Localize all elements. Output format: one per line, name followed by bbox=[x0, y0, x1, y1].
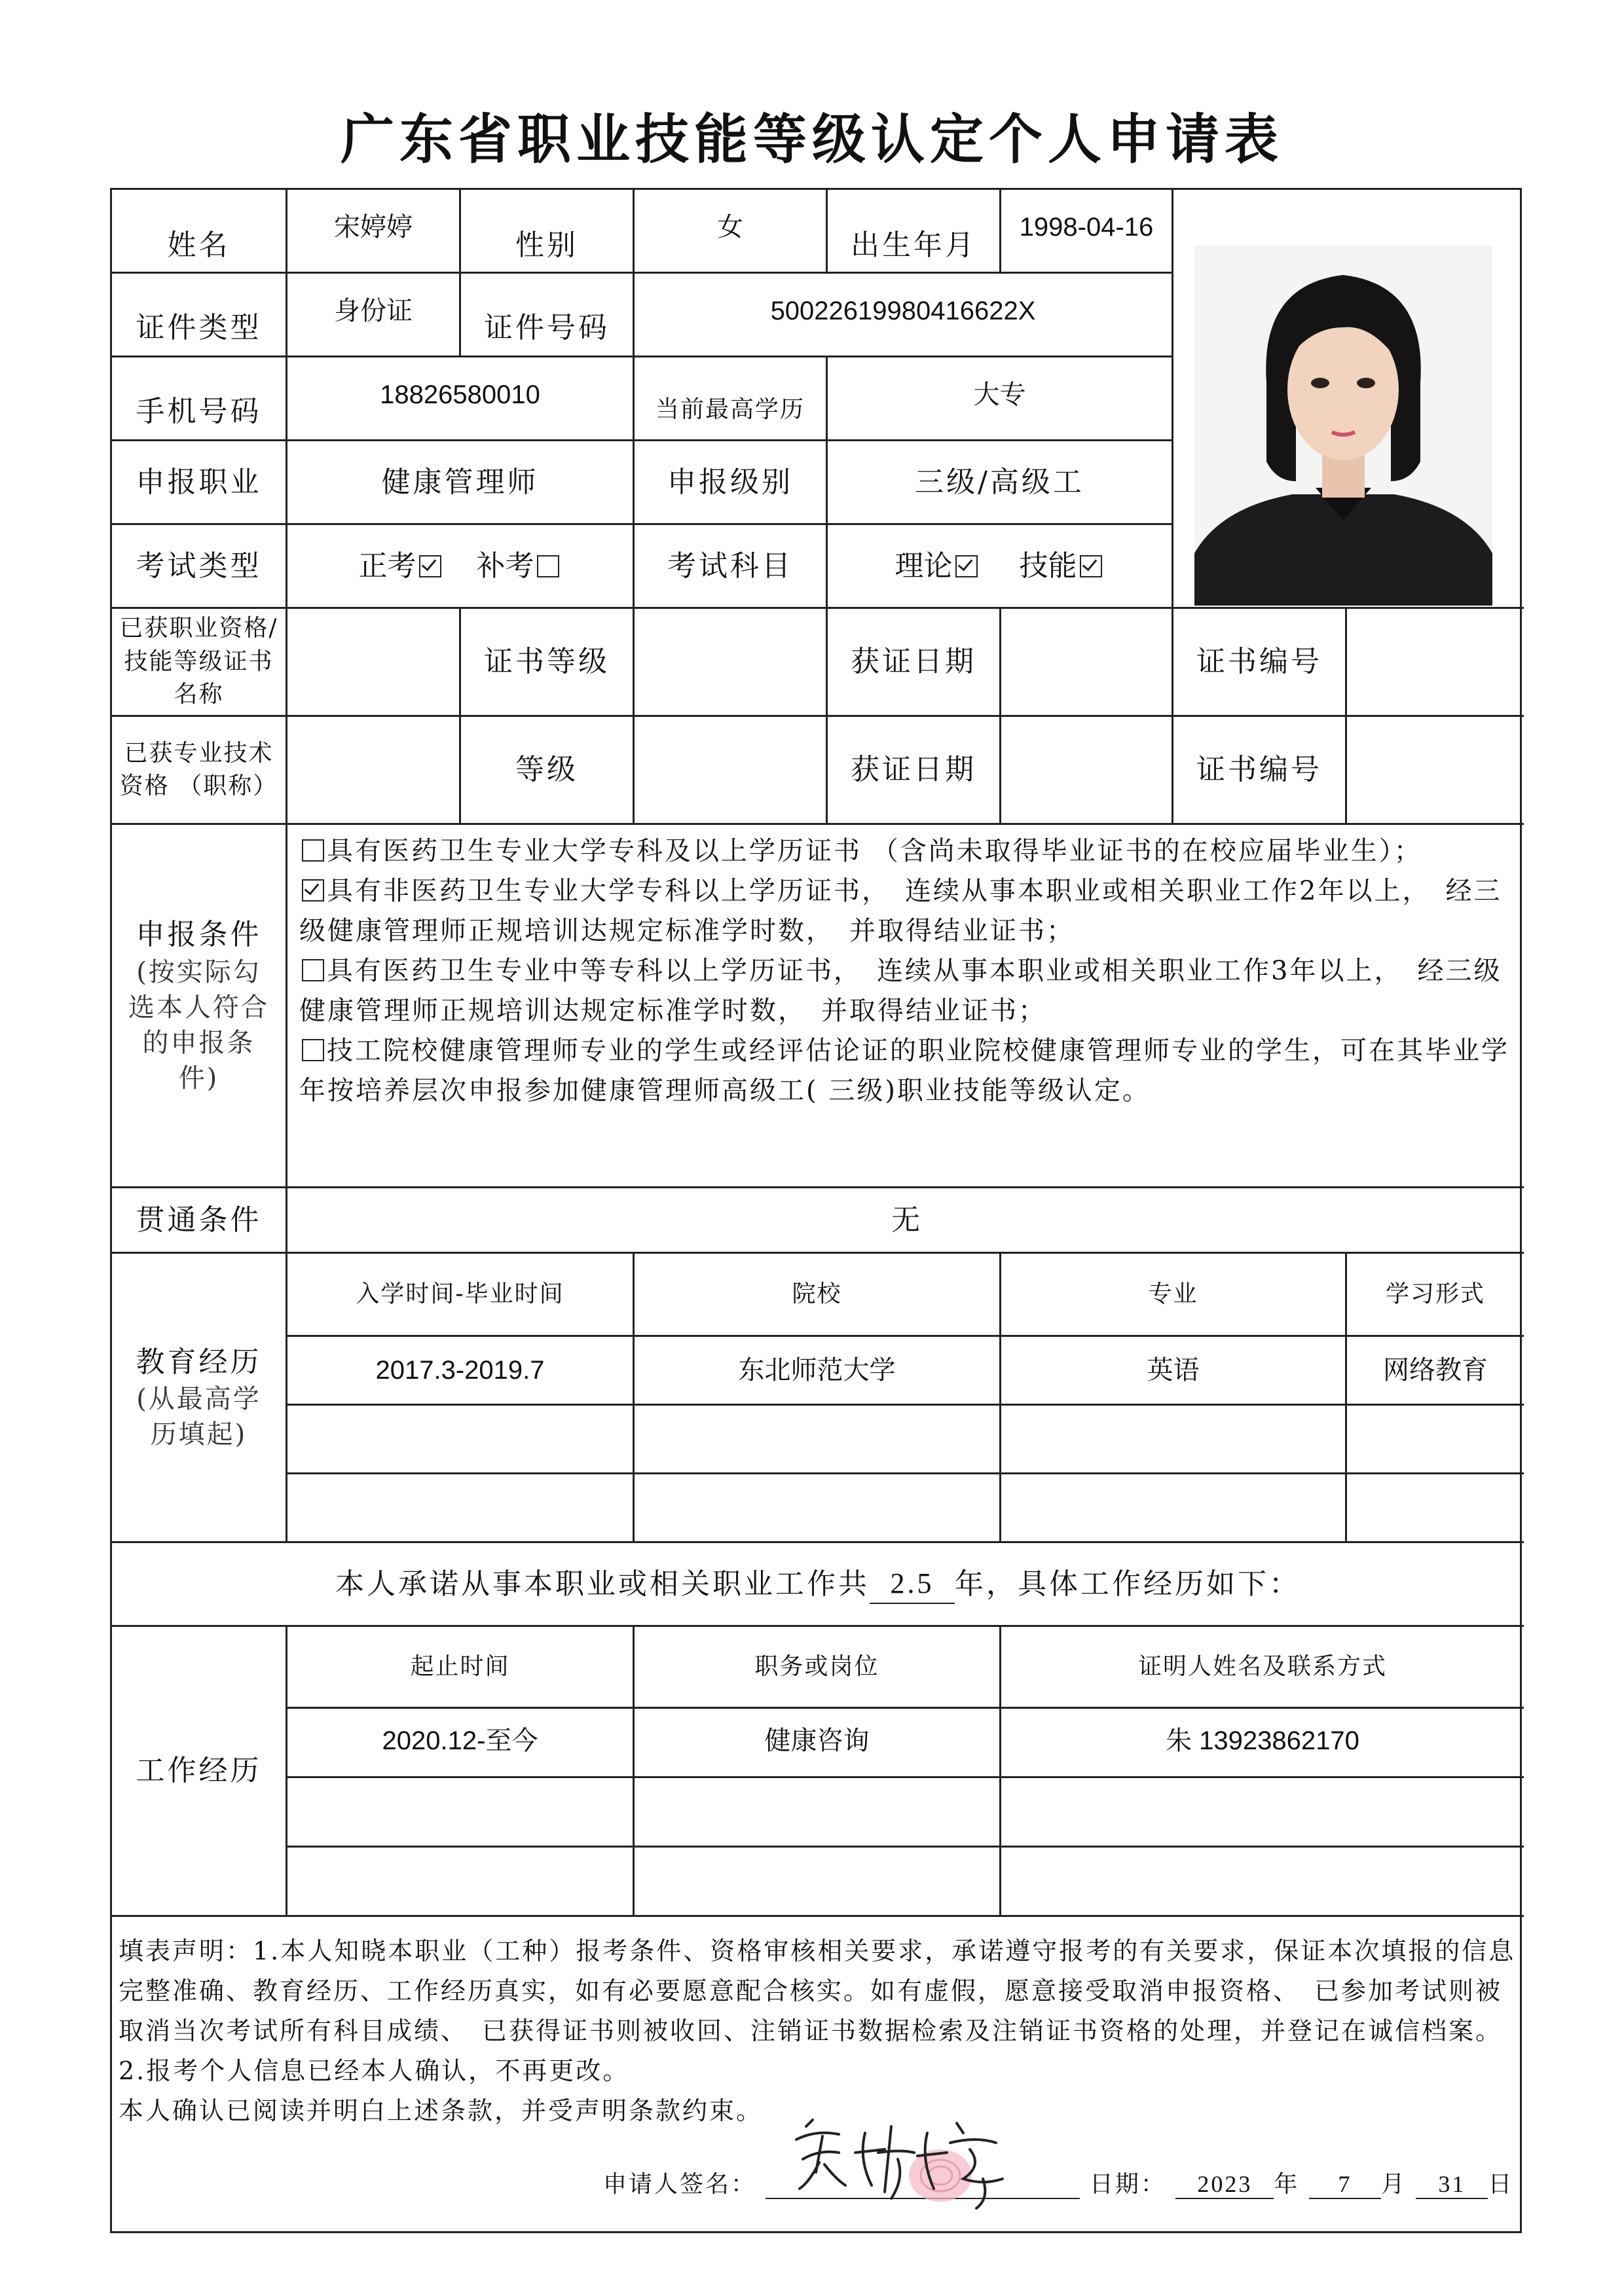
phone-value[interactable]: 18826580010 bbox=[287, 357, 635, 441]
exam-type-options bbox=[287, 525, 635, 609]
title-number-value[interactable] bbox=[1347, 717, 1524, 825]
condition-checkbox-1[interactable] bbox=[302, 839, 324, 862]
work-label: 工作经历 bbox=[112, 1627, 287, 1917]
qualification-cert-label: 已获职业资格/技能等级证书名称 bbox=[112, 609, 287, 717]
table-cell[interactable]: 网络教育 bbox=[1347, 1337, 1524, 1406]
conditions-hint: (按实际勾选本人符合的申报条件) bbox=[128, 957, 269, 1093]
education-header-period: 入学时间-毕业时间 bbox=[287, 1254, 635, 1337]
table-cell[interactable] bbox=[1001, 1848, 1524, 1917]
table-cell[interactable] bbox=[287, 1406, 635, 1474]
exam-makeup-option[interactable] bbox=[477, 547, 562, 585]
table-cell[interactable] bbox=[635, 1778, 1001, 1848]
date-month[interactable]: 7 bbox=[1309, 2170, 1381, 2199]
table-cell[interactable] bbox=[635, 1848, 1001, 1917]
skill-label: 技能 bbox=[1019, 549, 1077, 583]
title-grade-label: 等级 bbox=[461, 717, 635, 825]
exam-makeup-checkbox[interactable] bbox=[537, 555, 559, 577]
declaration-text: 填表声明：1.本人知晓本职业（工种）报考条件、资格审核相关要求，承诺遵守报考的有关要求，保证本次填报的信息完整准确、教育经历、工作经历真实，如有必要愿意配合核实。如有虚假，愿意接受取消申报资格、 已参加考试则被取消当次考试所有科目成绩、 已获得证书则被收回、注销证书数据检索及注销证书资格的处理，并登记在诚信档案。2.报考个人信息已经本人确认，不再更改。 bbox=[119, 1937, 1516, 2085]
table-cell[interactable] bbox=[1347, 1406, 1524, 1474]
declaration-confirm: 本人确认已阅读并明白上述条款，并受声明条款约束。 bbox=[119, 2096, 764, 2125]
skill-checkbox[interactable] bbox=[1080, 555, 1102, 577]
table-cell[interactable]: 东北师范大学 bbox=[635, 1337, 1001, 1406]
education-hint: (从最高学历填起) bbox=[136, 1384, 261, 1450]
professional-title-value[interactable] bbox=[287, 717, 461, 825]
date-day[interactable]: 31 bbox=[1416, 2170, 1488, 2199]
table-cell[interactable]: 2017.3-2019.7 bbox=[287, 1337, 635, 1406]
table-cell[interactable]: 英语 bbox=[1001, 1337, 1347, 1406]
table-cell[interactable] bbox=[1001, 1778, 1524, 1848]
birth-value[interactable]: 1998-04-16 bbox=[1001, 190, 1173, 274]
work-header-witness: 证明人姓名及联系方式 bbox=[1001, 1627, 1524, 1709]
condition-checkbox-4[interactable] bbox=[302, 1039, 324, 1061]
title-date-value[interactable] bbox=[1001, 717, 1173, 825]
theory-label: 理论 bbox=[895, 549, 953, 583]
declaration-text-block bbox=[112, 1917, 1524, 2145]
exam-normal-label: 正考 bbox=[358, 549, 416, 583]
condition-item[interactable] bbox=[299, 1031, 1512, 1111]
promise-suffix: 年，具体工作经历如下： bbox=[955, 1567, 1301, 1601]
table-cell[interactable]: 朱 13923862170 bbox=[1001, 1709, 1524, 1778]
cert-grade-value[interactable] bbox=[635, 609, 828, 717]
name-value[interactable]: 宋婷婷 bbox=[287, 190, 461, 274]
work-years-promise bbox=[112, 1543, 1524, 1627]
education-label-cell bbox=[112, 1254, 287, 1543]
education-label: 教育经历 bbox=[136, 1345, 262, 1379]
table-cell[interactable] bbox=[1347, 1474, 1524, 1543]
condition-item[interactable] bbox=[299, 871, 1512, 951]
theory-option[interactable] bbox=[895, 547, 980, 585]
through-value[interactable]: 无 bbox=[287, 1188, 1524, 1254]
signature-row bbox=[603, 2166, 1513, 2199]
table-cell[interactable] bbox=[1001, 1406, 1347, 1474]
qualification-cert-value[interactable] bbox=[287, 609, 461, 717]
work-header-position: 职务或岗位 bbox=[635, 1627, 1001, 1709]
exam-subject-label: 考试科目 bbox=[635, 525, 828, 609]
month-unit: 月 bbox=[1380, 2171, 1407, 2198]
cert-date-value[interactable] bbox=[1001, 609, 1173, 717]
skill-option[interactable] bbox=[1020, 547, 1105, 585]
exam-subject-options bbox=[828, 525, 1173, 609]
promise-prefix: 本人承诺从事本职业或相关职业工作共 bbox=[335, 1567, 870, 1601]
cert-date-label: 获证日期 bbox=[828, 609, 1001, 717]
date-label: 日期： bbox=[1089, 2171, 1166, 2198]
condition-text-4: 技工院校健康管理师专业的学生或经评估论证的职业院校健康管理师专业的学生，可在其毕业学年按培养层次申报参加健康管理师高级工( 三级)职业技能等级认定。 bbox=[299, 1036, 1509, 1106]
condition-item[interactable] bbox=[299, 951, 1512, 1031]
day-unit: 日 bbox=[1488, 2171, 1514, 2198]
id-number-value[interactable]: 50022619980416622X bbox=[635, 274, 1173, 357]
education-header-major: 专业 bbox=[1001, 1254, 1347, 1337]
exam-type-label: 考试类型 bbox=[112, 525, 287, 609]
application-form-table bbox=[110, 188, 1522, 2233]
phone-label: 手机号码 bbox=[112, 357, 287, 441]
exam-normal-option[interactable] bbox=[359, 547, 444, 585]
table-cell[interactable]: 2020.12-至今 bbox=[287, 1709, 635, 1778]
professional-title-label: 已获专业技术资格 （职称） bbox=[112, 717, 287, 825]
job-value[interactable]: 健康管理师 bbox=[287, 441, 635, 525]
education-level-label: 当前最高学历 bbox=[635, 357, 828, 441]
apply-level-value[interactable]: 三级/高级工 bbox=[828, 441, 1173, 525]
id-type-label: 证件类型 bbox=[112, 274, 287, 357]
applicant-photo bbox=[1194, 246, 1492, 606]
table-cell[interactable] bbox=[635, 1474, 1001, 1543]
gender-value[interactable]: 女 bbox=[635, 190, 828, 274]
apply-level-label: 申报级别 bbox=[635, 441, 828, 525]
handwritten-signature bbox=[786, 2113, 1035, 2212]
declaration-section bbox=[112, 1917, 1520, 2231]
through-label: 贯通条件 bbox=[112, 1188, 287, 1254]
exam-makeup-label: 补考 bbox=[476, 549, 534, 583]
work-header-period: 起止时间 bbox=[287, 1627, 635, 1709]
sign-label: 申请人签名： bbox=[603, 2171, 757, 2198]
conditions-label: 申报条件 bbox=[136, 918, 262, 952]
title-grade-value[interactable] bbox=[635, 717, 828, 825]
condition-checkbox-2[interactable] bbox=[302, 879, 324, 902]
exam-normal-checkbox[interactable] bbox=[419, 555, 441, 577]
id-type-value[interactable]: 身份证 bbox=[287, 274, 461, 357]
table-cell[interactable]: 健康咨询 bbox=[635, 1709, 1001, 1778]
job-label: 申报职业 bbox=[112, 441, 287, 525]
education-header-mode: 学习形式 bbox=[1347, 1254, 1524, 1337]
condition-checkbox-3[interactable] bbox=[302, 959, 324, 981]
gender-label: 性别 bbox=[461, 190, 635, 274]
theory-checkbox[interactable] bbox=[955, 555, 978, 577]
name-label: 姓名 bbox=[112, 190, 287, 274]
title-number-label: 证书编号 bbox=[1173, 717, 1347, 825]
condition-text-2: 具有非医药卫生专业大学专科以上学历证书， 连续从事本职业或相关职业工作2年以上， 经三级健康管理师正规培训达规定标准学时数， 并取得结业证书； bbox=[299, 876, 1502, 946]
table-cell[interactable] bbox=[287, 1848, 635, 1917]
table-cell[interactable] bbox=[1001, 1474, 1347, 1543]
work-years-value[interactable]: 2.5 bbox=[870, 1564, 955, 1604]
cert-grade-label: 证书等级 bbox=[461, 609, 635, 717]
cert-number-label: 证书编号 bbox=[1173, 609, 1347, 717]
date-year[interactable]: 2023 bbox=[1175, 2170, 1274, 2199]
condition-text-3: 具有医药卫生专业中等专科以上学历证书， 连续从事本职业或相关职业工作3年以上， 经三级健康管理师正规培训达规定标准学时数， 并取得结业证书； bbox=[299, 956, 1502, 1026]
title-date-label: 获证日期 bbox=[828, 717, 1001, 825]
year-unit: 年 bbox=[1274, 2171, 1300, 2198]
table-cell[interactable] bbox=[635, 1406, 1001, 1474]
table-cell[interactable] bbox=[287, 1778, 635, 1848]
education-level-value[interactable]: 大专 bbox=[828, 357, 1173, 441]
cert-number-value[interactable] bbox=[1347, 609, 1524, 717]
id-number-label: 证件号码 bbox=[461, 274, 635, 357]
table-cell[interactable] bbox=[287, 1474, 635, 1543]
education-header-school: 院校 bbox=[635, 1254, 1001, 1337]
form-title: 广东省职业技能等级认定个人申请表 bbox=[340, 109, 1283, 171]
condition-text-1: 具有医药卫生专业大学专科及以上学历证书 （含尚未取得毕业证书的在校应届毕业生）； bbox=[327, 836, 1422, 866]
conditions-label-cell bbox=[112, 825, 287, 1188]
condition-item[interactable] bbox=[299, 831, 1512, 871]
conditions-list bbox=[287, 825, 1524, 1188]
birth-label: 出生年月 bbox=[828, 190, 1001, 274]
